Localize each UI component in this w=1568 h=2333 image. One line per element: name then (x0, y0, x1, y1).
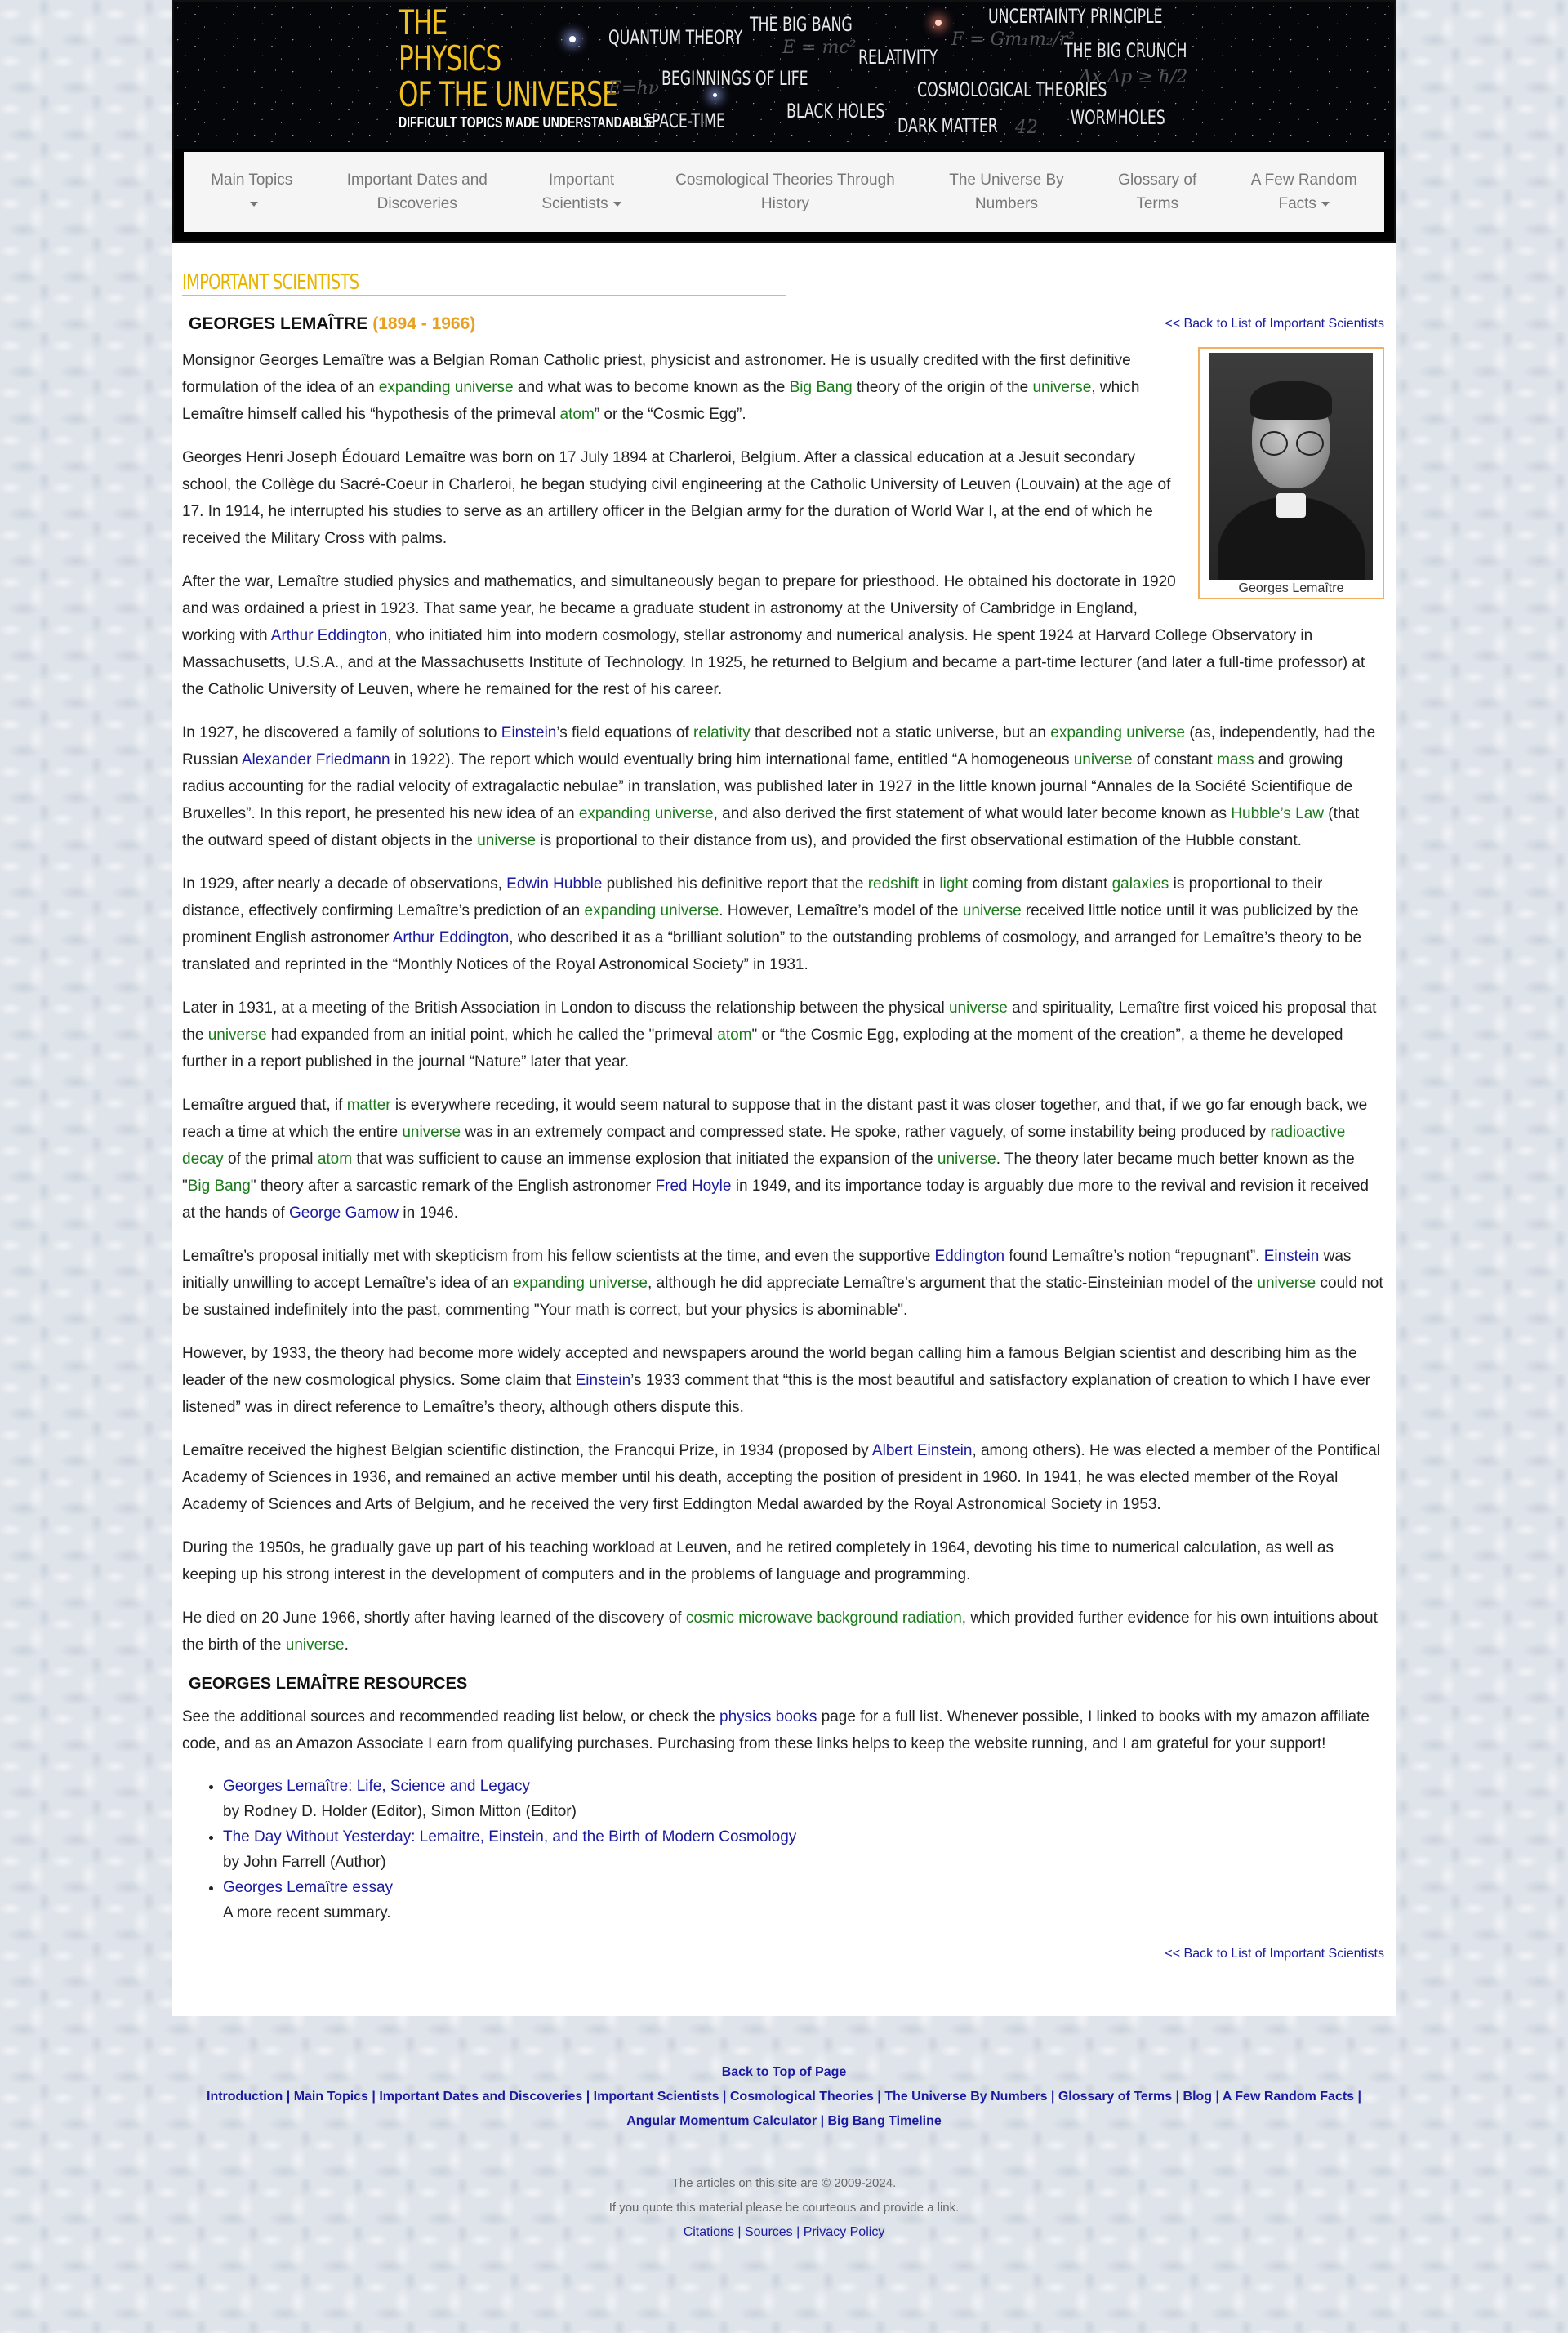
glossary-link[interactable]: cosmic microwave background radiation (685, 1610, 962, 1627)
resources-intro (182, 1703, 1384, 1757)
article-paragraph (182, 1243, 1384, 1324)
quote-note: If you quote this material please be courteous and provide a link. (608, 2201, 960, 2215)
text-run: theory of the origin of the (852, 379, 1033, 396)
nav-important-scientists[interactable] (541, 168, 621, 216)
footer-link[interactable]: Cosmological Theories (729, 2090, 874, 2104)
banner-topic: UNCERTAINTY PRINCIPLE (988, 5, 1163, 28)
resource-item (223, 1875, 1384, 1926)
resource-link[interactable]: Georges Lemaître: Life, Science and Legacy (223, 1778, 531, 1795)
banner-equation: F = Gm₁m₂/r² (951, 29, 1076, 50)
nav-label: Important (548, 171, 615, 189)
person-link[interactable]: Arthur Eddington (392, 929, 510, 946)
text-run: found Lemaître’s notion “repugnant”. (1004, 1248, 1264, 1265)
article-paragraph (182, 1534, 1384, 1588)
text-run: , which Lemaître himself called his “hypothesis of the primeval (182, 379, 1140, 423)
footer-bottom-links (172, 2220, 1396, 2245)
nav-label: Discoveries (376, 195, 457, 212)
separator: | (1047, 2090, 1058, 2104)
site-header (172, 0, 1396, 243)
person-link[interactable]: Eddington (934, 1248, 1005, 1265)
glossary-link[interactable]: redshift (867, 875, 920, 893)
text-run: is proportional to their distance, effectively confirming Lemaître’s prediction of an (182, 875, 1323, 919)
text-run: , and also derived the first statement of what would later become known as (713, 805, 1232, 822)
glossary-link[interactable]: atom (317, 1151, 353, 1168)
logo-line-2: PHYSICS (399, 38, 501, 78)
footer-link[interactable]: Important Scientists (593, 2090, 719, 2104)
nav-label: Glossary of (1118, 171, 1197, 189)
text-run: in 1949, and its importance today is arguably due more to the revival and revision it received at the hands of (182, 1178, 1369, 1222)
footer-link[interactable]: Glossary of Terms (1058, 2090, 1173, 2104)
footer-link[interactable]: Big Bang Timeline (827, 2114, 942, 2128)
glossary-link[interactable]: universe (1257, 1275, 1316, 1292)
resource-author: by Rodney D. Holder (Editor), Simon Mitton (Editor) (223, 1803, 577, 1820)
text-run: , among others). He was elected a member of the Pontifical Academy of Sciences in 1936, and remained an active member until his death, accepting the position of president in 1960. In 1941, he was elected member of the Royal Academy of Sciences and Arts of Belgium, and he received the very first Eddington Medal awarded by the Royal Astronomical Society in 1953. (182, 1442, 1380, 1513)
banner-topic: BEGINNINGS OF LIFE (662, 67, 808, 90)
nav-cosmological-theories[interactable] (675, 168, 895, 216)
banner-equation: E = mc² (782, 38, 857, 58)
glossary-link[interactable]: expanding universe (578, 805, 714, 822)
separator: | (873, 2090, 885, 2104)
article-paragraph (182, 719, 1384, 854)
portrait-photo (1209, 353, 1373, 580)
logo-line-3: OF THE UNIVERSE (399, 74, 617, 114)
glossary-link[interactable]: universe (937, 1151, 996, 1168)
person-link[interactable]: Einstein (575, 1372, 631, 1389)
separator: | (792, 2225, 804, 2239)
person-link[interactable]: Einstein (501, 724, 557, 741)
back-to-scientists-link-bottom[interactable]: << Back to List of Important Scientists (1165, 1947, 1384, 1961)
text-run: , who described it as a “brilliant solution” to the outstanding problems of cosmology, and arranged for Lemaître’s theory to be translated and reprinted in the “Monthly Notices of the Royal Astronomical Society” in 1931. (182, 929, 1362, 973)
footer-link[interactable]: Privacy Policy (803, 2225, 885, 2239)
nav-main-topics[interactable] (211, 168, 292, 216)
glossary-link[interactable]: matter (346, 1097, 391, 1114)
footer-link[interactable]: Sources (744, 2225, 793, 2239)
footer-link[interactable]: Introduction (207, 2090, 283, 2104)
text-run: in (919, 875, 940, 893)
separator: | (817, 2114, 828, 2128)
main-navbar (184, 152, 1384, 232)
text-run: ” or the “Cosmic Egg”. (594, 406, 746, 423)
glossary-link[interactable]: universe (1032, 379, 1092, 396)
footer-link[interactable]: The Universe By Numbers (884, 2090, 1048, 2104)
text-run: could not be sustained indefinitely into the past, commenting "Your math is correct, but your physics is abominable". (182, 1275, 1383, 1319)
title-divider (182, 295, 786, 296)
article-paragraph (182, 995, 1384, 1075)
text-run: received little notice until it was publicized by the prominent English astronomer (182, 902, 1359, 946)
text-run: and growing radius accounting for the radial velocity of extragalactic nebulae” in translation, was published later in 1927 in the little known journal “Annales de la Société Scientifique de Bruxelles”. In this report, he presented his new idea of an (182, 751, 1353, 822)
portrait-caption: Georges Lemaître (1238, 581, 1344, 595)
footer-link[interactable]: Blog (1183, 2090, 1213, 2104)
text-run: , who initiated him into modern cosmology, stellar astronomy and numerical analysis. He spent 1924 at Harvard College Observatory in Massachusetts, U.S.A., and at the Massachusetts Institute of Technology. In 1925, he returned to Belgium and became a part-time lecturer (and later a full-time professor) at the Catholic University of Leuven, where he remained for the rest of his career. (182, 627, 1365, 698)
resources-heading: GEORGES LEMAÎTRE RESOURCES (189, 1675, 468, 1693)
glossary-link[interactable]: galaxies (1111, 875, 1169, 893)
glossary-link[interactable]: Hubble’s Law (1231, 805, 1325, 822)
glossary-link[interactable]: expanding universe (513, 1275, 648, 1292)
copyright-text: The articles on this site are © 2009-2024. (671, 2176, 897, 2190)
text-run: had expanded from an initial point, which he called the "primeval (266, 1026, 718, 1044)
resource-item (223, 1824, 1384, 1875)
glossary-link[interactable]: universe (402, 1124, 461, 1141)
banner-topic: BLACK HOLES (786, 100, 885, 122)
nav-random-facts[interactable] (1251, 168, 1357, 216)
text-run: " theory after a sarcastic remark of the English astronomer (250, 1178, 656, 1195)
nav-label: Cosmological Theories Through (675, 171, 895, 189)
person-link[interactable]: Albert Einstein (871, 1442, 973, 1459)
person-link[interactable]: physics books (719, 1708, 817, 1725)
glossary-link[interactable]: universe (207, 1026, 267, 1044)
glossary-link[interactable]: relativity (693, 724, 751, 741)
person-link[interactable]: Alexander Friedmann (241, 751, 390, 768)
nav-important-dates[interactable] (347, 168, 488, 216)
separator: | (1212, 2090, 1223, 2104)
main-content (172, 243, 1396, 2016)
chevron-down-icon (250, 202, 258, 207)
page-title (189, 314, 475, 334)
glossary-link[interactable]: universe (948, 1000, 1008, 1017)
banner-topic: DARK MATTER (898, 114, 998, 137)
resource-link[interactable]: The Day Without Yesterday: Lemaitre, Einstein, and the Birth of Modern Cosmology (223, 1828, 797, 1845)
person-link[interactable]: Einstein (1263, 1248, 1320, 1265)
glossary-link[interactable]: universe (477, 832, 537, 849)
nav-label: Main Topics (211, 171, 293, 189)
resource-item (223, 1774, 1384, 1824)
chevron-down-icon (613, 202, 621, 207)
separator: | (283, 2090, 294, 2104)
text-run: of constant (1132, 751, 1218, 768)
article-paragraph (182, 1605, 1384, 1658)
glossary-link[interactable]: atom (559, 406, 595, 423)
banner-equation: E=hν (608, 78, 660, 99)
footer-link[interactable]: Important Dates and Discoveries (379, 2090, 583, 2104)
text-run: Monsignor Georges Lemaître was a Belgian Roman Catholic priest, physicist and astronomer. He is usually credited with the first definitive formulation of the idea of an (182, 352, 1131, 396)
footer-link[interactable]: Citations (683, 2225, 734, 2239)
text-run: is everywhere receding, it would seem natural to suppose that in the distant past it was closer together, and that, if we go far enough back, we reach a time at which the entire (182, 1097, 1368, 1141)
text-run: published his definitive report that the (602, 875, 868, 893)
glossary-link[interactable]: light (939, 875, 969, 893)
person-link[interactable]: Fred Hoyle (655, 1178, 732, 1195)
banner-topic: THE BIG CRUNCH (1064, 39, 1187, 62)
nav-label: A Few Random (1250, 171, 1357, 189)
text-run: However, by 1933, the theory had become more widely accepted and newspapers around the world began calling him a famous Belgian scientist and describing him as the leader of the new cosmological physics. Some claim that (182, 1345, 1357, 1389)
text-run: . (344, 1636, 349, 1654)
text-run: In 1929, after nearly a decade of observations, (182, 875, 507, 893)
resource-author: by John Farrell (Author) (223, 1854, 386, 1871)
glossary-link[interactable]: atom (717, 1026, 752, 1044)
banner-topic: COSMOLOGICAL THEORIES (917, 78, 1107, 101)
nav-glossary[interactable] (1118, 168, 1196, 216)
nav-label: The Universe By (949, 171, 1064, 189)
text-run: is proportional to their distance from us), and provided the first observational estimation of the Hubble constant. (536, 832, 1302, 849)
glossary-link[interactable]: universe (1073, 751, 1133, 768)
text-run: , which provided further evidence for his own intuitions about the birth of the (182, 1610, 1378, 1654)
text-run: and what was to become known as the (513, 379, 790, 396)
site-footer (172, 2016, 1396, 2245)
separator: | (733, 2225, 745, 2239)
text-run: coming from distant (968, 875, 1112, 893)
glossary-link[interactable]: expanding universe (584, 902, 719, 919)
text-run: (that the outward speed of distant objects in the (182, 805, 1360, 849)
person-link[interactable]: Edwin Hubble (506, 875, 603, 893)
nav-label: Scientists (541, 195, 608, 212)
glossary-link[interactable]: radioactive decay (182, 1124, 1346, 1168)
text-run: See the additional sources and recommended reading list below, or check the (182, 1708, 720, 1725)
glossary-link[interactable]: mass (1217, 751, 1254, 768)
site-banner[interactable] (174, 2, 1394, 149)
separator: | (582, 2090, 594, 2104)
section-title: IMPORTANT SCIENTISTS (182, 270, 359, 295)
text-run: . However, Lemaître’s model of the (719, 902, 963, 919)
separator: | (1172, 2090, 1183, 2104)
text-run: Georges Henri Joseph Édouard Lemaître was born on 17 July 1894 at Charleroi, Belgium. After a classical education at a Jesuit secondary school, the Collège du Sacré-Coeur in Charleroi, he began studying civil engineering at the Catholic University of Leuven (Louvain) at the age of 17. In 1914, he interrupted his studies to serve as an artillery officer in the Belgian army for the duration of World War I, at the end of which he received the Military Cross with palms. (182, 449, 1171, 547)
footer-link[interactable]: Angular Momentum Calculator (626, 2114, 817, 2128)
article-paragraph (182, 1092, 1384, 1227)
article-title-row (189, 314, 1384, 334)
banner-topic: THE BIG BANG (750, 13, 853, 36)
resource-author: A more recent summary. (223, 1904, 391, 1921)
glossary-link[interactable]: expanding universe (378, 379, 514, 396)
text-run: and spirituality, Lemaître first voiced his proposal that the (182, 1000, 1377, 1044)
article-paragraph (182, 870, 1384, 978)
person-link[interactable]: George Gamow (289, 1204, 399, 1222)
text-run: Lemaître’s proposal initially met with skepticism from his fellow scientists at the time, and even the supportive (182, 1248, 935, 1265)
glossary-link[interactable]: universe (962, 902, 1022, 919)
article-paragraph (182, 1437, 1384, 1518)
banner-topic: SPACE-TIME (643, 109, 725, 132)
footer-link[interactable]: Main Topics (293, 2090, 368, 2104)
page (172, 0, 1396, 2245)
star-icon (569, 36, 576, 42)
banner-topic: RELATIVITY (858, 46, 938, 69)
star-icon (935, 20, 942, 26)
text-run: in 1922). The report which would eventually bring him international fame, entitled “A homogeneous (390, 751, 1074, 768)
back-to-scientists-link[interactable]: << Back to List of Important Scientists (1165, 317, 1384, 331)
logo-line-1: THE (399, 2, 448, 42)
nav-label: Important Dates and (346, 171, 488, 189)
text-run: was in an extremely compact and compressed state. He spoke, rather vaguely, of some instability being produced by (461, 1124, 1271, 1141)
text-run: was initially unwilling to accept Lemaître’s idea of an (182, 1248, 1352, 1292)
banner-equation: Δx Δp ≥ ℏ/2 (1079, 67, 1188, 87)
back-link-bottom-row (182, 1947, 1384, 1961)
nav-label: Numbers (974, 195, 1038, 212)
glossary-link[interactable]: Big Bang (187, 1178, 251, 1195)
footer-links (172, 2085, 1396, 2134)
text-run: Lemaître received the highest Belgian scientific distinction, the Francqui Prize, in 1934 (proposed by (182, 1442, 872, 1459)
footer-link[interactable]: A Few Random Facts (1222, 2090, 1355, 2104)
scientist-years: (1894 - 1966) (372, 314, 476, 333)
chevron-down-icon (1321, 202, 1330, 207)
text-run: (as, independently, had the Russian (182, 724, 1376, 768)
article-paragraph (182, 1340, 1384, 1421)
text-run: He died on 20 June 1966, shortly after having learned of the discovery of (182, 1610, 686, 1627)
text-run: , although he did appreciate Lemaître’s argument that the static-Einsteinian model of the (648, 1275, 1258, 1292)
text-run: in 1946. (399, 1204, 459, 1222)
text-run: . The theory later became much better known as the " (182, 1151, 1355, 1195)
text-run: After the war, Lemaître studied physics and mathematics, and simultaneously began to prepare for priesthood. He obtained his doctorate in 1920 and was ordained a priest in 1923. That same year, he became a graduate student in astronomy at the University of Cambridge in England, working with (182, 573, 1176, 644)
nav-label: Facts (1278, 195, 1316, 212)
separator: | (719, 2090, 730, 2104)
logo-tagline: DIFFICULT TOPICS MADE UNDERSTANDABLE (399, 114, 653, 131)
portrait-figure (1198, 347, 1384, 599)
nav-universe-by-numbers[interactable] (949, 168, 1063, 216)
star-icon (713, 93, 717, 97)
glossary-link[interactable]: Big Bang (789, 379, 853, 396)
text-run: Later in 1931, at a meeting of the British Association in London to discuss the relationship between the physical (182, 1000, 949, 1017)
banner-topic: QUANTUM THEORY (608, 26, 743, 49)
back-to-top-link[interactable]: Back to Top of Page (721, 2065, 847, 2079)
person-link[interactable]: Arthur Eddington (270, 627, 388, 644)
text-run: page for a full list. Whenever possible, I linked to books with my amazon affiliate code, and as an Amazon Associate I earn from qualifying purchases. Purchasing from these links helps to keep the website running, and I am grateful for your support! (182, 1708, 1370, 1752)
banner-equation: 42 (1015, 118, 1038, 138)
text-run: ’s 1933 comment that “this is the most beautiful and satisfactory explanation of creation to which I have ever listened” was in direct reference to Lemaître’s theory, although others dispute this. (182, 1372, 1370, 1416)
separator: | (368, 2090, 380, 2104)
separator: | (1354, 2090, 1361, 2104)
glossary-link[interactable]: expanding universe (1050, 724, 1186, 741)
nav-label: Terms (1136, 195, 1179, 212)
resources-list (182, 1774, 1384, 1926)
scientist-name: GEORGES LEMAÎTRE (189, 314, 368, 333)
text-run: During the 1950s, he gradually gave up part of his teaching workload at Leuven, and he retired completely in 1964, devoting his time to numerical calculation, as well as keeping up his strong interest in the development of computers and in the problems of language and programming. (182, 1539, 1334, 1583)
text-run: that was sufficient to cause an immense explosion that initiated the expansion of the (352, 1151, 938, 1168)
text-run: of the primal (223, 1151, 318, 1168)
glossary-link[interactable]: universe (285, 1636, 345, 1654)
text-run: Lemaître argued that, if (182, 1097, 347, 1114)
banner-topic: WORMHOLES (1071, 106, 1165, 129)
text-run: ’s field equations of (556, 724, 693, 741)
site-logo[interactable] (399, 2, 653, 131)
resource-link[interactable]: Georges Lemaître essay (223, 1879, 394, 1896)
text-run: that described not a static universe, but an (750, 724, 1051, 741)
text-run: " or “the Cosmic Egg, exploding at the moment of the creation”, a theme he developed further in a report published in the journal “Nature” later that year. (182, 1026, 1343, 1071)
nav-label: History (760, 195, 809, 212)
text-run: In 1927, he discovered a family of solutions to (182, 724, 501, 741)
